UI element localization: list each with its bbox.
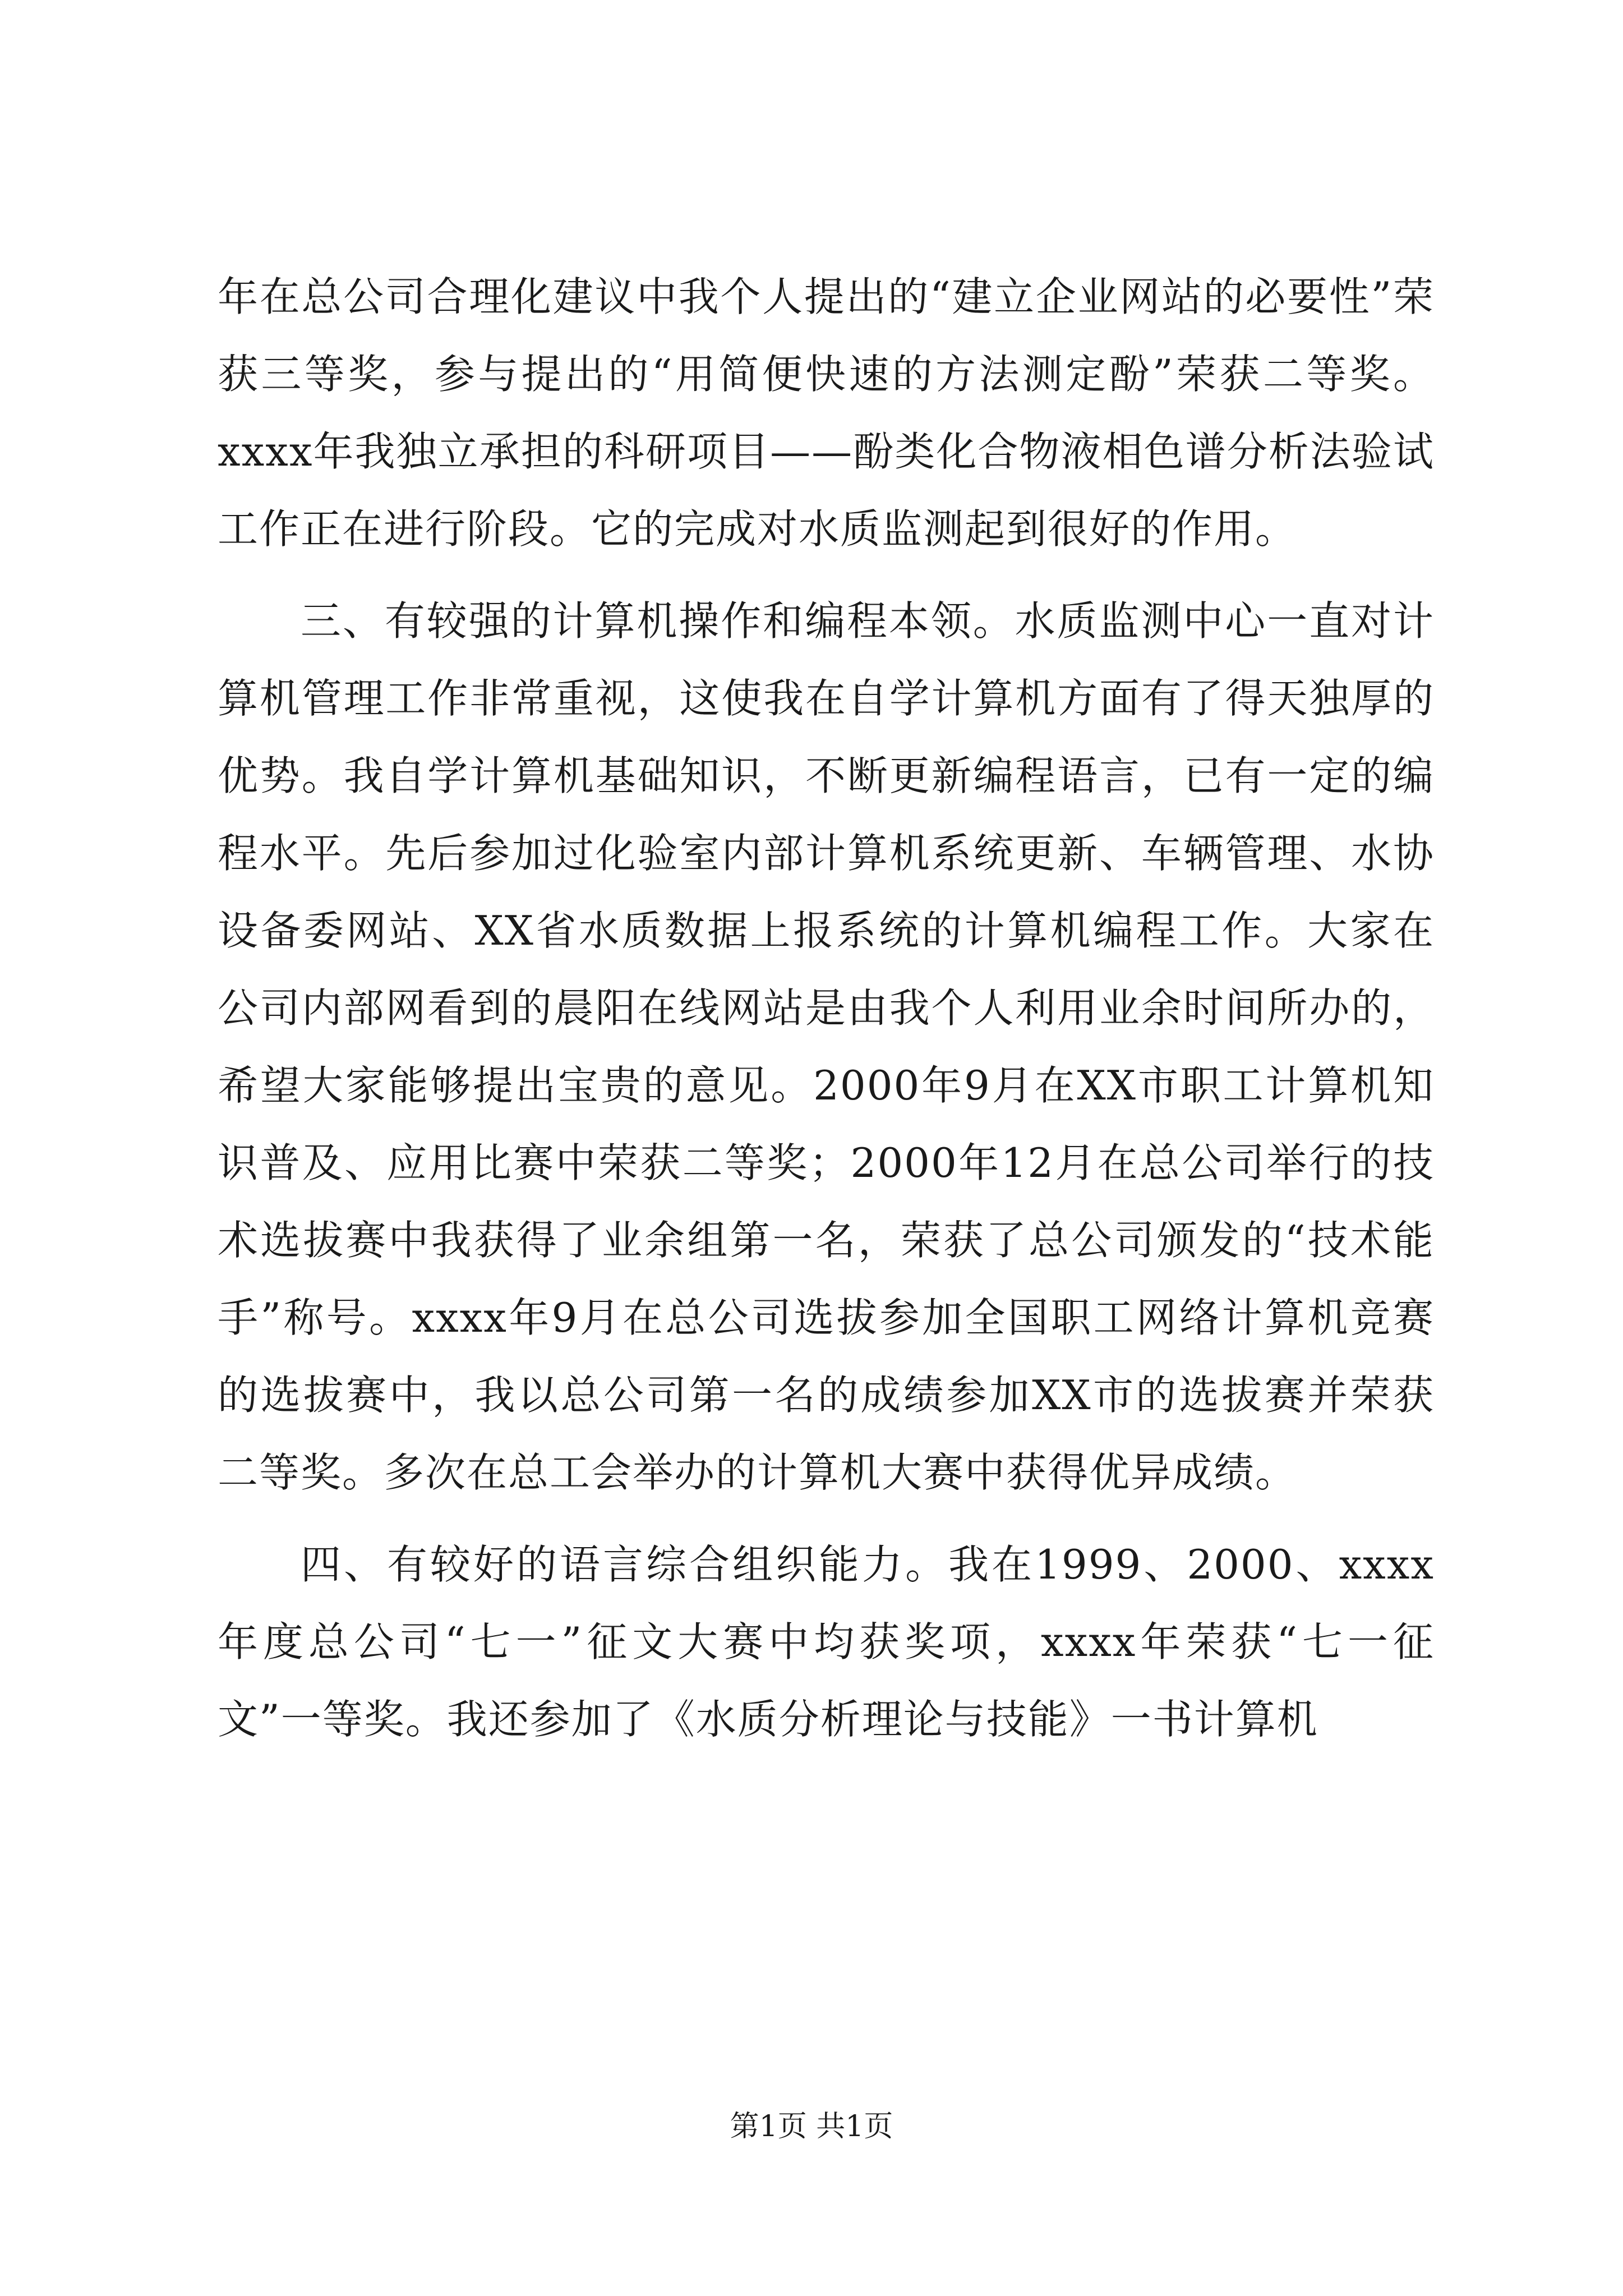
document-body: [218, 258, 1435, 1758]
page-footer: 第1页 共1页: [730, 2110, 893, 2143]
paragraph-2: 三、有较强的计算机操作和编程本领。水质监测中心一直对计算机管理工作非常重视，这使我在自学计算机方面有了得天独厚的优势。我自学计算机基础知识，不断更新编程语言，已有一定的编程水平。先后参加过化验室内部计算机系统更新、车辆管理、水协设备委网站、XX省水质数据上报系统的计算机编程工作。大家在公司内部网看到的晨阳在线网站是由我个人利用业余时间所办的，希望大家能够提出宝贵的意见。2000年9月在XX市职工计算机知识普及、应用比赛中荣获二等奖；2000年12月在总公司举行的技术选拔赛中我获得了业余组第一名，荣获了总公司颁发的“技术能手”称号。xxxx年9月在总公司选拔参加全国职工网络计算机竞赛的选拔赛中，我以总公司第一名的成绩参加XX市的选拔赛并荣获二等奖。多次在总工会举办的计算机大赛中获得优异成绩。: [218, 597, 1435, 1496]
paragraph-1: 年在总公司合理化建议中我个人提出的“建立企业网站的必要性”荣获三等奖，参与提出的“用简便快速的方法测定酚”荣获二等奖。xxxx年我独立承担的科研项目——酚类化合物液相色谱分析法验试工作正在进行阶段。它的完成对水质监测起到很好的作用。: [218, 273, 1435, 553]
paragraph-3: 四、有较好的语言综合组织能力。我在1999、2000、xxxx年度总公司“七一”征文大赛中均获奖项，xxxx年荣获“七一征文”一等奖。我还参加了《水质分析理论与技能》一书计算机: [218, 1541, 1435, 1743]
